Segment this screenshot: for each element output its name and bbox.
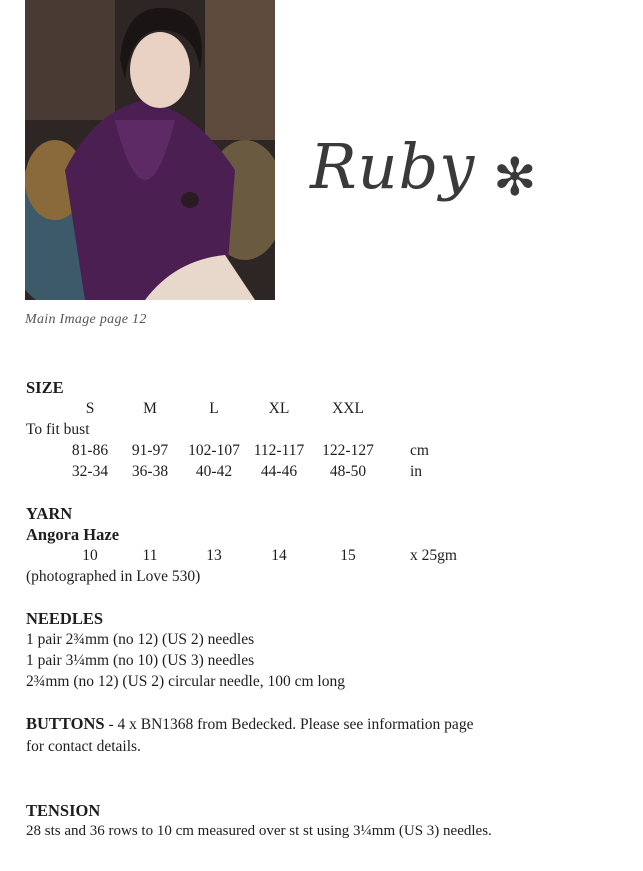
tension-heading: TENSION bbox=[26, 801, 101, 820]
in-xxl: 48-50 bbox=[329, 463, 367, 480]
yarn-count-m: 11 bbox=[142, 547, 158, 564]
fit-label: To fit bust bbox=[26, 421, 90, 438]
size-heading: SIZE bbox=[26, 378, 64, 397]
needles-heading: NEEDLES bbox=[26, 609, 104, 628]
in-l: 40-42 bbox=[195, 463, 233, 480]
in-unit: in bbox=[410, 463, 423, 480]
cm-m: 91-97 bbox=[131, 442, 169, 459]
tension-line: 28 sts and 36 rows to 10 cm measured over st st using 3¼mm (US 3) needles. bbox=[26, 823, 492, 839]
in-m: 36-38 bbox=[131, 463, 169, 480]
yarn-count-xl: 14 bbox=[271, 547, 287, 564]
cm-xl: 112-117 bbox=[253, 442, 305, 459]
yarn-unit: x 25gm bbox=[410, 547, 457, 564]
buttons-line-2: for contact details. bbox=[26, 738, 141, 755]
size-s: S bbox=[85, 400, 95, 417]
needle-line-3: 2¾mm (no 12) (US 2) circular needle, 100 cm long bbox=[26, 673, 345, 690]
pattern-title: Ruby bbox=[310, 130, 476, 203]
cm-unit: cm bbox=[410, 442, 429, 459]
yarn-note: (photographed in Love 530) bbox=[26, 568, 201, 585]
in-xl: 44-46 bbox=[260, 463, 298, 480]
in-s: 32-34 bbox=[71, 463, 109, 480]
asterisk-icon: ✻ bbox=[493, 148, 537, 208]
buttons-heading: BUTTONS bbox=[26, 714, 105, 733]
main-photo bbox=[25, 0, 275, 300]
photo-illustration bbox=[25, 0, 275, 300]
size-xl: XL bbox=[268, 400, 290, 417]
cm-s: 81-86 bbox=[71, 442, 109, 459]
cm-l: 102-107 bbox=[188, 442, 240, 459]
yarn-count-xxl: 15 bbox=[340, 547, 356, 564]
yarn-count-s: 10 bbox=[82, 547, 98, 564]
size-xxl: XXL bbox=[332, 400, 364, 417]
yarn-heading: YARN bbox=[26, 504, 73, 523]
size-l: L bbox=[209, 400, 219, 417]
cm-xxl: 122-127 bbox=[322, 442, 374, 459]
photo-caption: Main Image page 12 bbox=[25, 312, 147, 327]
buttons-line-1 bbox=[26, 716, 473, 733]
yarn-name: Angora Haze bbox=[26, 525, 120, 544]
size-m: M bbox=[143, 400, 157, 417]
yarn-count-l: 13 bbox=[206, 547, 222, 564]
buttons-text: - 4 x BN1368 from Bedecked. Please see information page bbox=[104, 716, 474, 733]
needle-line-1: 1 pair 2¾mm (no 12) (US 2) needles bbox=[26, 631, 255, 648]
needle-line-2: 1 pair 3¼mm (no 10) (US 3) needles bbox=[26, 652, 255, 669]
